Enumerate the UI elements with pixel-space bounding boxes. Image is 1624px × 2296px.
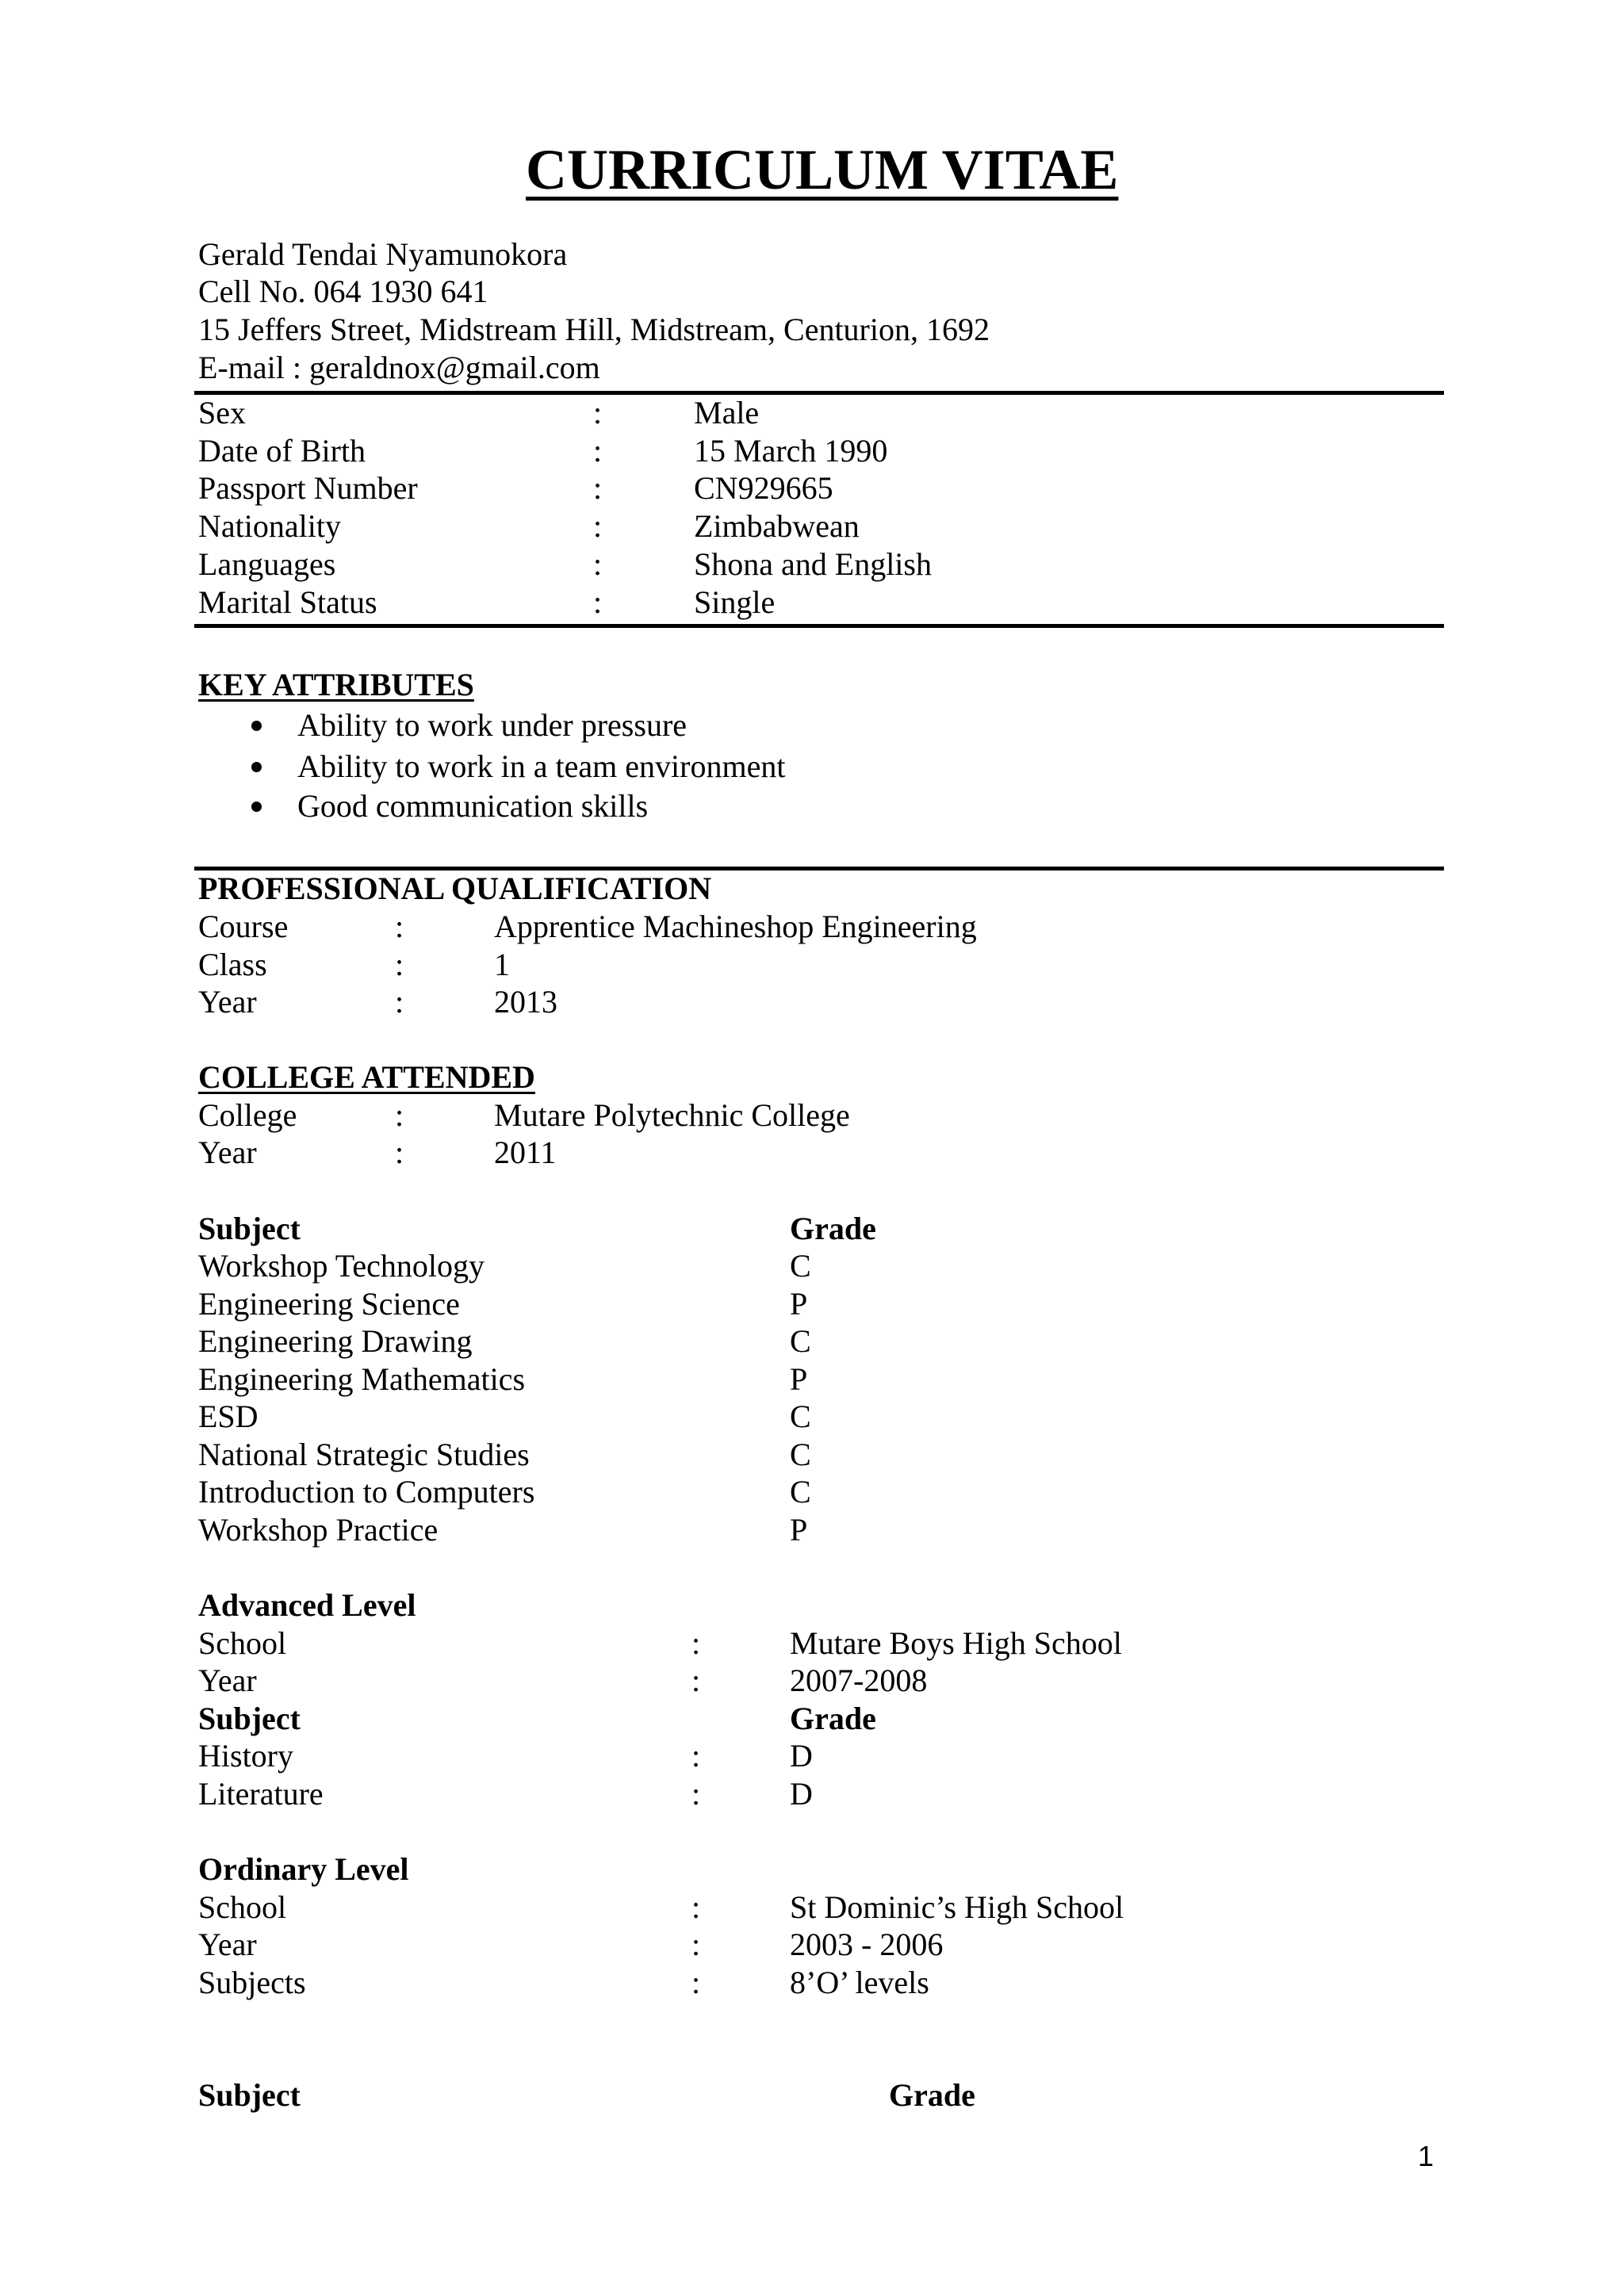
- professional-label: Year: [198, 984, 257, 1020]
- advanced-separator: :: [691, 1776, 701, 1812]
- professional-heading: PROFESSIONAL QUALIFICATION: [198, 871, 712, 906]
- college-separator: :: [395, 1135, 404, 1170]
- personal-value: Shona and English: [694, 546, 932, 582]
- college-label: Year: [198, 1135, 257, 1170]
- college-grade: C: [790, 1323, 811, 1359]
- personal-value: Zimbabwean: [694, 508, 860, 544]
- ordinary-value: St Dominic’s High School: [790, 1889, 1124, 1925]
- advanced-grade: D: [790, 1738, 813, 1774]
- professional-separator: :: [395, 984, 404, 1020]
- college-grade: P: [790, 1361, 808, 1397]
- advanced-separator: :: [691, 1625, 701, 1661]
- attribute-item: Ability to work in a team environment: [297, 748, 786, 784]
- college-grade: C: [790, 1399, 811, 1434]
- bullet-icon: [251, 721, 262, 731]
- college-subject: Engineering Mathematics: [198, 1361, 526, 1397]
- ordinary-level-heading: Ordinary Level: [198, 1851, 409, 1887]
- personal-value: Male: [694, 395, 760, 430]
- key-attributes-heading: KEY ATTRIBUTES: [198, 667, 474, 702]
- personal-separator: :: [593, 584, 603, 620]
- subject-header: Subject: [198, 1211, 301, 1246]
- college-grade: C: [790, 1474, 811, 1510]
- page-number: 1: [1418, 2140, 1434, 2172]
- professional-separator: :: [395, 947, 404, 982]
- professional-value: Apprentice Machineshop Engineering: [494, 909, 977, 944]
- college-subject: Introduction to Computers: [198, 1474, 535, 1510]
- personal-value: CN929665: [694, 470, 833, 506]
- personal-separator: :: [593, 433, 603, 469]
- bullet-icon: [251, 802, 262, 812]
- college-grade: C: [790, 1248, 811, 1284]
- email: E-mail : geraldnox@gmail.com: [198, 350, 600, 385]
- advanced-level-heading: Advanced Level: [198, 1587, 416, 1623]
- personal-label: Languages: [198, 546, 336, 582]
- personal-label: Marital Status: [198, 584, 377, 620]
- applicant-name: Gerald Tendai Nyamunokora: [198, 236, 568, 272]
- ordinary-separator: :: [691, 1889, 701, 1925]
- personal-value: Single: [694, 584, 776, 620]
- ordinary-value: 2003 - 2006: [790, 1927, 944, 1962]
- address: 15 Jeffers Street, Midstream Hill, Midstream, Centurion, 1692: [198, 312, 990, 347]
- college-subject: Engineering Science: [198, 1286, 460, 1322]
- college-value: Mutare Polytechnic College: [494, 1097, 850, 1133]
- personal-label: Nationality: [198, 508, 341, 544]
- personal-label: Sex: [198, 395, 246, 430]
- advanced-separator: :: [691, 1738, 701, 1774]
- attribute-item: Good communication skills: [297, 788, 649, 824]
- professional-value: 2013: [494, 984, 557, 1020]
- personal-separator: :: [593, 508, 603, 544]
- divider-personal: [194, 624, 1444, 628]
- college-heading: COLLEGE ATTENDED: [198, 1059, 535, 1095]
- professional-value: 1: [494, 947, 510, 982]
- advanced-label: School: [198, 1625, 287, 1661]
- divider-top: [194, 391, 1444, 395]
- advanced-subject: History: [198, 1738, 293, 1774]
- professional-label: Class: [198, 947, 267, 982]
- professional-label: Course: [198, 909, 289, 944]
- college-grade: C: [790, 1437, 811, 1472]
- college-grade: P: [790, 1286, 808, 1322]
- college-subject: Workshop Technology: [198, 1248, 485, 1284]
- personal-separator: :: [593, 395, 603, 430]
- advanced-separator: :: [691, 1663, 701, 1698]
- college-grade: P: [790, 1512, 808, 1548]
- subject-header: Subject: [198, 1701, 301, 1736]
- advanced-subject: Literature: [198, 1776, 324, 1812]
- cell-number: Cell No. 064 1930 641: [198, 274, 488, 309]
- college-subject: Workshop Practice: [198, 1512, 439, 1548]
- ordinary-value: 8’O’ levels: [790, 1965, 929, 2000]
- ordinary-separator: :: [691, 1965, 701, 2000]
- personal-label: Passport Number: [198, 470, 418, 506]
- grade-header: Grade: [790, 1211, 876, 1246]
- college-subject: National Strategic Studies: [198, 1437, 530, 1472]
- page-title: CURRICULUM VITAE: [526, 138, 1119, 201]
- bullet-icon: [251, 762, 262, 772]
- personal-separator: :: [593, 546, 603, 582]
- grade-header: Grade: [889, 2077, 975, 2113]
- grade-header: Grade: [790, 1701, 876, 1736]
- college-subject: ESD: [198, 1399, 259, 1434]
- advanced-value: Mutare Boys High School: [790, 1625, 1122, 1661]
- college-label: College: [198, 1097, 297, 1133]
- ordinary-label: Year: [198, 1927, 257, 1962]
- attribute-item: Ability to work under pressure: [297, 707, 688, 743]
- advanced-value: 2007-2008: [790, 1663, 928, 1698]
- professional-separator: :: [395, 909, 404, 944]
- ordinary-label: Subjects: [198, 1965, 306, 2000]
- college-separator: :: [395, 1097, 404, 1133]
- advanced-grade: D: [790, 1776, 813, 1812]
- subject-header: Subject: [198, 2077, 301, 2113]
- advanced-label: Year: [198, 1663, 257, 1698]
- ordinary-separator: :: [691, 1927, 701, 1962]
- personal-value: 15 March 1990: [694, 433, 888, 469]
- college-value: 2011: [494, 1135, 557, 1170]
- college-subject: Engineering Drawing: [198, 1323, 473, 1359]
- ordinary-label: School: [198, 1889, 287, 1925]
- personal-label: Date of Birth: [198, 433, 366, 469]
- personal-separator: :: [593, 470, 603, 506]
